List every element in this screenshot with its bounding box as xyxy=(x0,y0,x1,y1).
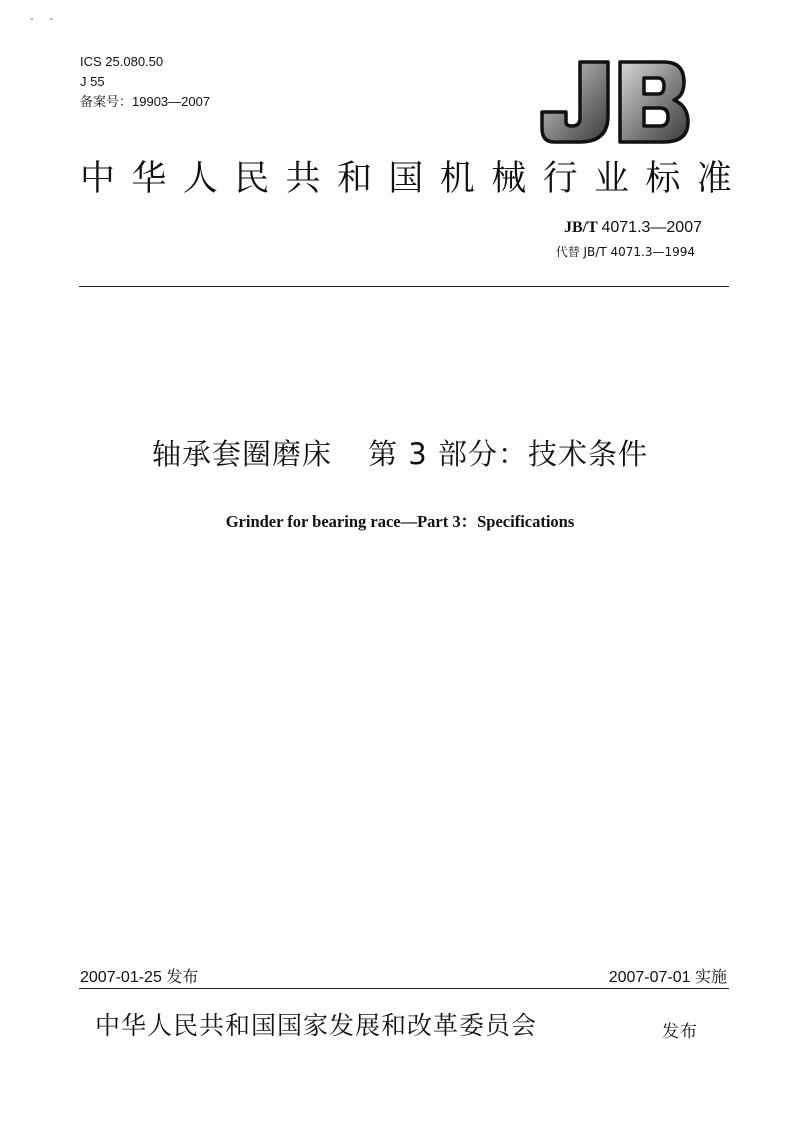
logo-text: JB xyxy=(540,58,542,59)
chinese-title-main: 轴承套圈磨床 xyxy=(152,437,333,471)
standard-number-code: JB/T xyxy=(563,219,598,236)
filing-number: 备案号：19903—2007 xyxy=(80,94,211,109)
organization-title: 中华人民共和国机械行业标准 xyxy=(80,159,749,199)
ccs-code: J 55 xyxy=(80,74,105,89)
standard-number xyxy=(564,219,702,237)
ics-code: ICS 25.080.50 xyxy=(80,54,164,69)
top-divider xyxy=(79,286,729,287)
replaces-standard: 代替 JB/T 4071.3—1994 xyxy=(555,245,695,259)
classification-block xyxy=(80,52,210,112)
bottom-divider xyxy=(79,988,729,989)
chinese-title-part: 第 3 部分：技术条件 xyxy=(368,437,648,471)
scan-marks: - - xyxy=(30,14,54,25)
issuing-authority: 中华人民共和国国家发展和改革委员会 xyxy=(95,1011,538,1040)
effective-date: 2007-07-01 实施 xyxy=(608,969,727,986)
issue-date: 2007-01-25 发布 xyxy=(80,969,199,986)
jb-logo xyxy=(540,58,690,146)
issuing-suffix: 发布 xyxy=(662,1022,698,1042)
standard-number-value: 4071.3—2007 xyxy=(601,219,702,236)
chinese-title xyxy=(0,434,800,474)
english-title: Grinder for bearing race—Part 3：Specifications xyxy=(225,512,575,531)
